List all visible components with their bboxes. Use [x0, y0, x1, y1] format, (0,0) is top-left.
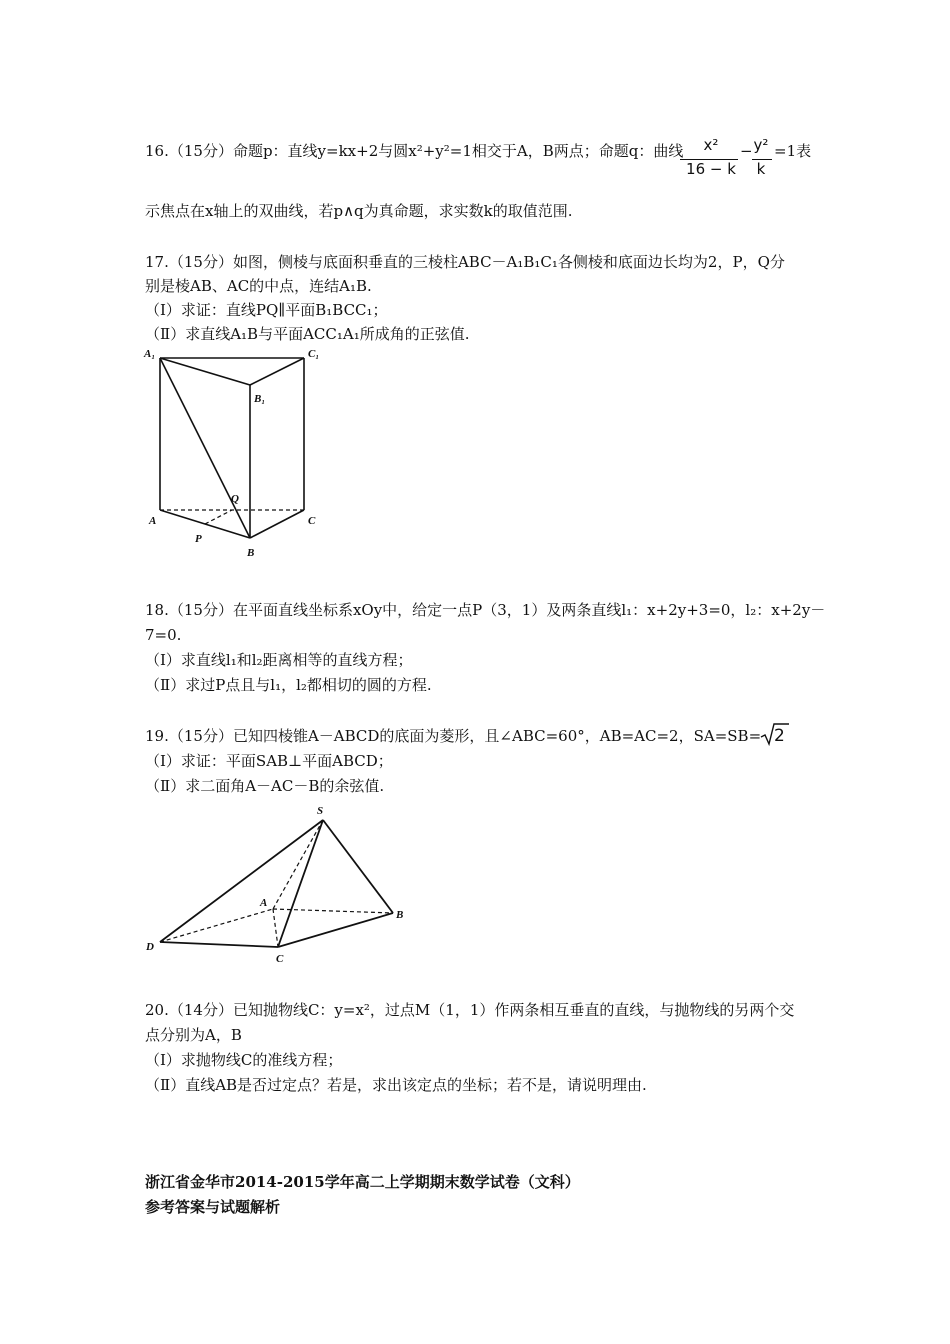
label-c: C	[308, 515, 316, 527]
q16-frac1-denominator: 16 − k	[686, 160, 736, 178]
edge-a-c-hidden	[273, 909, 278, 947]
q19-pyramid-figure	[140, 800, 410, 970]
q16-frac2-bar	[752, 159, 772, 160]
q17-line2	[145, 276, 372, 296]
q16-frac2-denominator: k	[756, 160, 766, 178]
q16-frac2-numerator: y²	[753, 136, 769, 154]
q18-part1	[145, 650, 413, 670]
q17-line1-text: 17.（15分）如图，侧棱与底面积垂直的三棱柱ABC－A₁B₁C₁各侧棱和底面边长均为2，P，Q分	[145, 253, 785, 271]
q18-part1-text: （Ⅰ）求直线l₁和l₂距离相等的直线方程；	[145, 651, 413, 669]
q19-sqrt-radicand	[774, 726, 785, 746]
edge-d-c	[160, 942, 278, 947]
q17-part2	[145, 324, 469, 344]
q18-line2	[145, 625, 181, 645]
edge-a1-b	[160, 358, 250, 538]
q18-line1	[145, 600, 825, 620]
q19-line1	[145, 726, 761, 746]
label-b: B	[396, 909, 404, 921]
label-b1: B₁	[254, 393, 266, 405]
q19-sqrt-radicand-text: 2	[774, 726, 785, 746]
edge-s-d	[160, 820, 323, 942]
q17-part1	[145, 300, 388, 320]
q16-line1	[145, 141, 683, 161]
label-c1: C₁	[308, 348, 320, 360]
q20-line2	[145, 1025, 242, 1045]
q16-eq-tail-text: =1表	[774, 142, 812, 160]
label-c: C	[276, 953, 284, 965]
label-p: P	[195, 533, 202, 545]
label-a1: A₁	[144, 348, 156, 360]
answer-section-subtitle	[145, 1197, 280, 1217]
q16-frac1-numerator: x²	[703, 136, 719, 154]
q18-line2-text: 7=0.	[145, 626, 182, 644]
q16-frac1-bar	[680, 159, 738, 160]
edge-s-b	[323, 820, 393, 913]
q16-fraction-1	[680, 136, 742, 178]
q17-line2-text: 别是棱AB、AC的中点，连结A₁B.	[145, 277, 372, 295]
q20-part2-text: （Ⅱ）直线AB是否过定点？若是，求出该定点的坐标；若不是，请说明理由.	[145, 1076, 647, 1094]
q16-eq-tail	[774, 141, 811, 161]
edge-s-a-hidden	[273, 820, 323, 909]
q19-part1	[145, 751, 393, 771]
answer-section-subtitle-text: 参考答案与试题解析	[145, 1198, 281, 1216]
q19-part2-text: （Ⅱ）求二面角A－AC－B的余弦值.	[145, 777, 385, 795]
edge-a1-b1	[160, 358, 250, 385]
q18-part2-text: （Ⅱ）求过P点且与l₁，l₂都相切的圆的方程.	[145, 676, 432, 694]
label-a: A	[260, 897, 268, 909]
q19-line1-text: 19.（15分）已知四棱锥A－ABCD的底面为菱形，且∠ABC=60°，AB=AC=2，SA=SB=	[145, 727, 762, 745]
label-s: S	[317, 805, 324, 817]
q16-line2	[145, 201, 573, 221]
label-d: D	[146, 941, 154, 953]
edge-b-c	[250, 510, 304, 538]
q17-part1-text: （Ⅰ）求证：直线PQ∥平面B₁BCC₁；	[145, 301, 388, 319]
q20-part1-text: （Ⅰ）求抛物线C的准线方程；	[145, 1051, 343, 1069]
q20-line2-text: 点分别为A，B	[145, 1026, 242, 1044]
q18-part2	[145, 675, 432, 695]
q17-prism-figure	[140, 345, 340, 560]
edge-d-a-hidden	[160, 909, 273, 942]
q19-part2	[145, 776, 384, 796]
answer-section-title	[145, 1172, 580, 1192]
edge-c-b	[278, 913, 393, 947]
q20-part1	[145, 1050, 342, 1070]
q16-minus-text: −	[740, 142, 753, 160]
edge-b1-c1	[250, 358, 304, 385]
q20-line1	[145, 1000, 794, 1020]
answer-section-title-text: 浙江省金华市2014-2015学年高二上学期期末数学试卷（文科）	[145, 1173, 580, 1191]
segment-p-q	[205, 510, 232, 524]
q16-line2-text: 示焦点在x轴上的双曲线，若p∧q为真命题，求实数k的取值范围.	[145, 202, 573, 220]
q18-line1-text: 18.（15分）在平面直线坐标系xOy中，给定一点P（3，1）及两条直线l₁：x+2y+3=0，l₂：x+2y－	[145, 601, 826, 619]
label-q: Q	[231, 493, 239, 505]
edge-s-c	[278, 820, 323, 947]
label-b: B	[247, 547, 255, 559]
q20-line1-text: 20.（14分）已知抛物线C：y=x²，过点M（1，1）作两条相互垂直的直线，与抛物线的另两个交	[145, 1001, 795, 1019]
q16-line1-text: 16.（15分）命题p：直线y=kx+2与圆x²+y²=1相交于A，B两点；命题q：曲线	[145, 142, 684, 160]
q17-part2-text: （Ⅱ）求直线A₁B与平面ACC₁A₁所成角的正弦值.	[145, 325, 470, 343]
q19-part1-text: （Ⅰ）求证：平面SAB⊥平面ABCD；	[145, 752, 393, 770]
q16-fraction-2	[750, 136, 772, 178]
q20-part2	[145, 1075, 647, 1095]
label-a: A	[149, 515, 157, 527]
q17-line1	[145, 252, 785, 272]
